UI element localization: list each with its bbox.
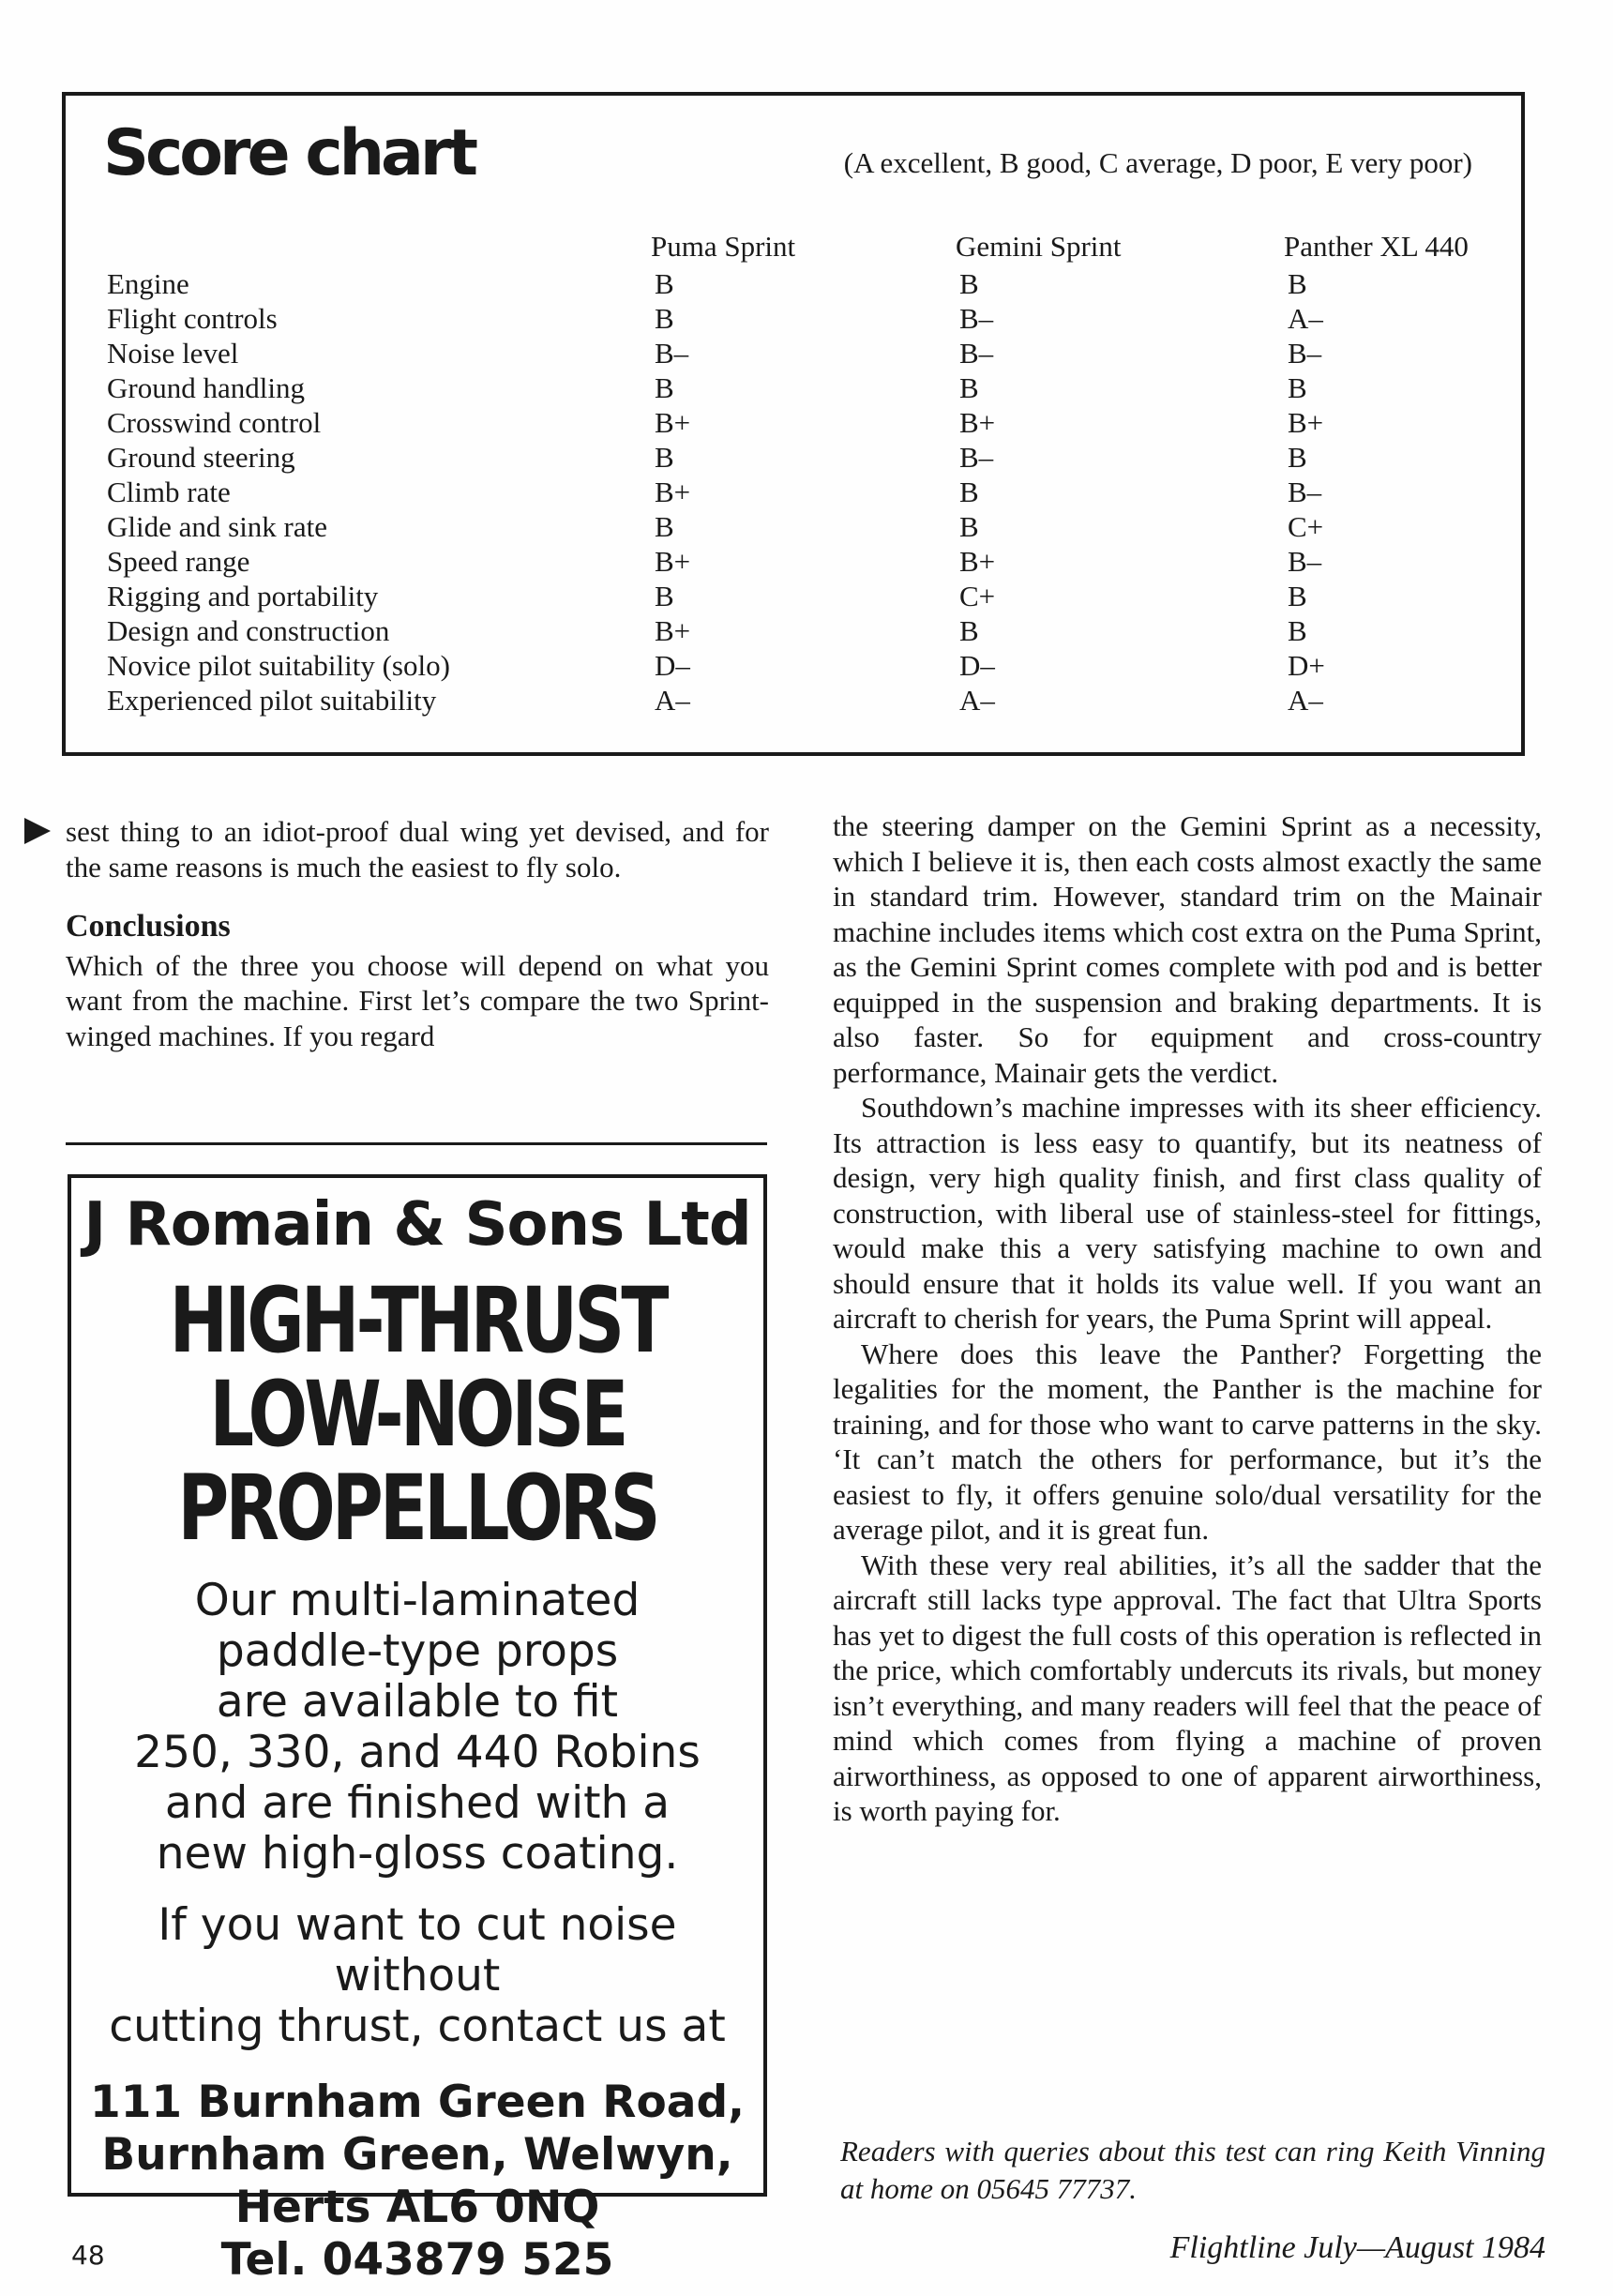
score-value-puma: B xyxy=(655,510,674,543)
ad-contact-line: cutting thrust, contact us at xyxy=(109,2001,726,2052)
score-value-gemini: B xyxy=(959,371,979,404)
article-paragraph: Where does this leave the Panther? Forgetting the legalities for the moment, the Panther is the machine for training, and for those who want to carve patterns in the sky. ‘It can’t match the others for performance, but it’s the easiest to fly, it offers genuine solo/dual versatility for the average pilot, and it is great fun. xyxy=(833,1337,1542,1546)
ad-headline-line: HIGH-THRUST xyxy=(169,1268,666,1373)
ad-body-line: are available to fit xyxy=(216,1676,619,1728)
score-row xyxy=(107,266,1495,301)
column-header-puma: Puma Sprint xyxy=(651,230,796,263)
score-value-gemini: B xyxy=(959,510,979,543)
score-chart-legend: (A excellent, B good, C average, D poor, E very poor) xyxy=(843,146,1472,179)
score-value-gemini: B xyxy=(959,267,979,300)
ad-address-line: Herts AL6 0NQ xyxy=(234,2182,600,2233)
score-value-puma: B xyxy=(655,441,674,474)
score-value-gemini: B– xyxy=(959,441,994,474)
score-row xyxy=(107,648,1495,683)
score-chart-title: Score chart xyxy=(103,116,475,190)
article-paragraph: Southdown’s machine impresses with its sheer efficiency. Its attraction is less easy to quantify, but its neatness of design, very high quality finish, and first class quality of construction, with liberal use of stainless-steel for fittings, would make this a very satisfying machine to own and should ensure that it holds its value well. If you want an aircraft to cherish for years, the Puma Sprint will appeal. xyxy=(833,1091,1542,1335)
score-value-panther: D+ xyxy=(1288,649,1325,682)
conclusions-paragraph: Which of the three you choose will depend on what you want from the machine. First let’s compare the two Sprint-winged machines. If you regard xyxy=(66,948,769,1052)
score-table-header-row xyxy=(107,229,1495,266)
score-criterion-label: Noise level xyxy=(107,337,239,370)
score-row xyxy=(107,336,1495,370)
left-column xyxy=(66,814,769,1053)
ad-body-line: Our multi-laminated xyxy=(194,1575,641,1626)
score-value-gemini: B xyxy=(959,614,979,647)
score-value-panther: B xyxy=(1288,371,1307,404)
score-row xyxy=(107,579,1495,613)
score-value-panther: B xyxy=(1288,267,1307,300)
score-criterion-label: Experienced pilot suitability xyxy=(107,684,437,717)
continued-paragraph: sest thing to an idiot-proof dual wing yet devised, and for the same reasons is much the easiest to fly solo. xyxy=(66,815,769,884)
ad-body-line: 250, 330, and 440 Robins xyxy=(134,1727,701,1778)
ad-body xyxy=(71,1576,763,1880)
score-value-gemini: C+ xyxy=(959,580,996,612)
score-value-puma: B xyxy=(655,267,674,300)
ad-contact-line: If you want to cut noise without xyxy=(158,1899,677,2001)
score-row xyxy=(107,683,1495,718)
ad-headline-line: LOW-NOISE xyxy=(209,1362,626,1467)
score-value-puma: B+ xyxy=(655,545,691,578)
score-row xyxy=(107,405,1495,440)
score-criterion-label: Novice pilot suitability (solo) xyxy=(107,649,450,682)
score-value-puma: B xyxy=(655,580,674,612)
score-row xyxy=(107,475,1495,509)
score-value-gemini: B– xyxy=(959,337,994,370)
ad-address-line: Burnham Green, Welwyn, xyxy=(101,2129,733,2181)
section-divider xyxy=(66,1142,767,1145)
score-criterion-label: Crosswind control xyxy=(107,406,322,439)
score-value-puma: B+ xyxy=(655,406,691,439)
article-paragraph: With these very real abilities, it’s all the sadder that the aircraft still lacks type approval. The fact that Ultra Sports has yet to digest the full costs of this operation is reflected in the price, which comfortably undercuts its rivals, but money isn’t everything, and many readers will feel that the peace of mind which comes from flying a machine of proven airworthiness, as opposed to one of apparent airworthiness, is worth paying for. xyxy=(833,1548,1542,1827)
score-value-puma: D– xyxy=(655,649,690,682)
score-criterion-label: Flight controls xyxy=(107,302,278,335)
score-value-panther: B– xyxy=(1288,545,1322,578)
score-value-gemini: A– xyxy=(959,684,995,717)
score-value-panther: A– xyxy=(1288,302,1323,335)
score-row xyxy=(107,440,1495,475)
ad-contact-text xyxy=(71,1900,763,2052)
article-paragraph: the steering damper on the Gemini Sprint as a necessity, which I believe it is, then each costs almost exactly the same in standard trim. However, standard trim on the Mainair machine includes items which cost extra on the Puma Sprint, as the Gemini Sprint comes complete with pod and is better equipped in the suspension and braking departments. It is also faster. So for equipment and cross-country performance, Mainair gets the verdict. xyxy=(833,809,1542,1089)
score-value-puma: B+ xyxy=(655,614,691,647)
column-header-gemini: Gemini Sprint xyxy=(956,230,1122,263)
ad-headline xyxy=(147,1268,687,1561)
criteria-column-header xyxy=(107,229,651,266)
ad-body-line: and are finished with a xyxy=(164,1777,671,1829)
score-value-panther: B xyxy=(1288,441,1307,474)
score-value-gemini: B xyxy=(959,476,979,508)
ad-address-line: 111 Burnham Green Road, xyxy=(90,2077,745,2128)
score-criterion-label: Engine xyxy=(107,267,189,300)
score-value-puma: B– xyxy=(655,337,689,370)
readers-note: Readers with queries about this test can ring Keith Vinning at home on 05645 77737. xyxy=(840,2135,1545,2205)
conclusions-heading: Conclusions xyxy=(66,909,231,944)
score-criterion-label: Glide and sink rate xyxy=(107,510,328,543)
ad-address xyxy=(71,2077,763,2287)
score-value-panther: B xyxy=(1288,580,1307,612)
score-value-panther: B– xyxy=(1288,337,1322,370)
page-number: 48 xyxy=(71,2240,105,2271)
score-value-gemini: B+ xyxy=(959,545,996,578)
score-value-puma: B+ xyxy=(655,476,691,508)
ad-company-name: J Romain & Sons Ltd xyxy=(83,1190,751,1260)
score-value-puma: B xyxy=(655,371,674,404)
score-criterion-label: Design and construction xyxy=(107,614,390,647)
score-row xyxy=(107,544,1495,579)
continuation-arrow-icon xyxy=(24,818,51,844)
score-criterion-label: Rigging and portability xyxy=(107,580,379,612)
ad-phone-line: Tel. 043879 525 xyxy=(220,2234,614,2286)
score-chart-box xyxy=(62,92,1525,756)
score-row xyxy=(107,509,1495,544)
score-value-panther: A– xyxy=(1288,684,1323,717)
ad-body-line: new high-gloss coating. xyxy=(156,1828,679,1880)
score-criterion-label: Ground handling xyxy=(107,371,305,404)
score-row xyxy=(107,613,1495,648)
score-value-puma: B xyxy=(655,302,674,335)
score-value-panther: B+ xyxy=(1288,406,1324,439)
score-value-panther: B xyxy=(1288,614,1307,647)
score-criterion-label: Climb rate xyxy=(107,476,231,508)
score-value-gemini: B– xyxy=(959,302,994,335)
right-column xyxy=(833,808,1542,1829)
score-table xyxy=(107,229,1495,718)
score-value-panther: C+ xyxy=(1288,510,1324,543)
ad-headline-line: PROPELLORS xyxy=(177,1456,657,1561)
column-header-panther: Panther XL 440 xyxy=(1284,230,1469,263)
score-row xyxy=(107,370,1495,405)
score-value-panther: B– xyxy=(1288,476,1322,508)
score-value-gemini: D– xyxy=(959,649,995,682)
score-criterion-label: Speed range xyxy=(107,545,250,578)
ad-body-line: paddle-type props xyxy=(216,1625,619,1677)
score-value-gemini: B+ xyxy=(959,406,996,439)
score-criterion-label: Ground steering xyxy=(107,441,295,474)
publication-footer: Flightline July—August 1984 xyxy=(1169,2230,1545,2265)
score-row xyxy=(107,301,1495,336)
score-table-body xyxy=(107,266,1495,718)
score-value-puma: A– xyxy=(655,684,690,717)
